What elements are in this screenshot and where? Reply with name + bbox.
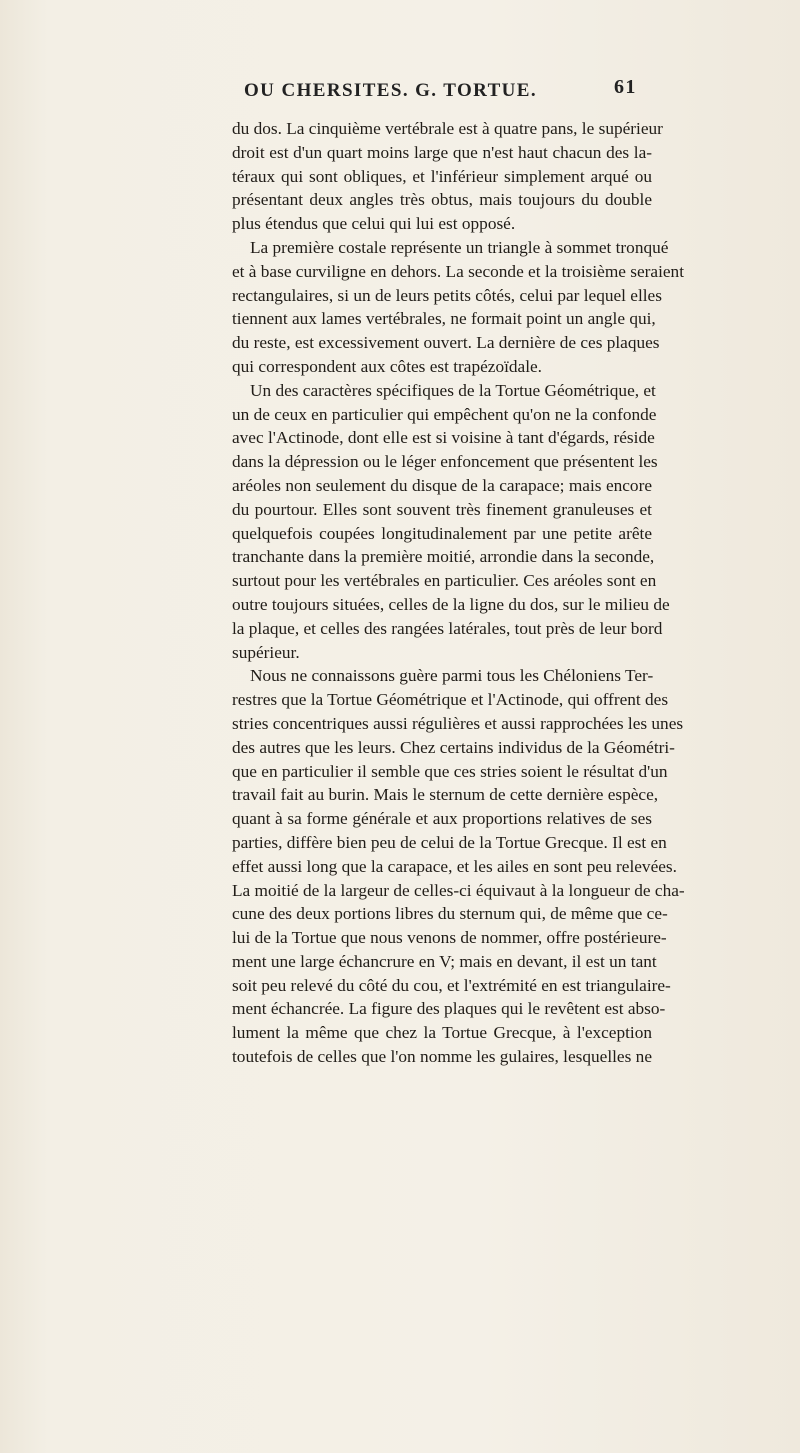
text-line: Nous ne connaissons guère parmi tous les Chéloniens Ter- bbox=[250, 666, 654, 686]
paragraph bbox=[232, 664, 685, 1069]
text-line: La première costale représente un triangle à sommet tronqué bbox=[250, 237, 669, 257]
page-number: 61 bbox=[614, 76, 637, 98]
paragraph bbox=[232, 117, 663, 236]
paragraph bbox=[232, 236, 685, 379]
text-line: effet aussi long que la carapace, et les ailes en sont peu relevées. bbox=[232, 856, 677, 876]
paragraph bbox=[232, 379, 670, 665]
text-line: tranchante dans la première moitié, arrondie dans la seconde, bbox=[232, 547, 655, 567]
text-line: des autres que les leurs. Chez certains individus de la Géométri- bbox=[232, 737, 675, 757]
text-line: cune des deux portions libres du sternum qui, de même que ce- bbox=[232, 904, 668, 924]
text-line: avec l'Actinode, dont elle est si voisine à tant d'égards, réside bbox=[232, 428, 655, 448]
text-line: ment échancrée. La figure des plaques qui le revêtent est abso- bbox=[232, 999, 666, 1019]
text-line: que en particulier il semble que ces stries soient le résultat d'un bbox=[232, 761, 668, 781]
text-line: du pourtour. Elles sont souvent très finement granuleuses et bbox=[232, 499, 652, 519]
text-line: outre toujours situées, celles de la ligne du dos, sur le milieu de bbox=[232, 594, 670, 614]
text-line: La moitié de la largeur de celles-ci équivaut à la longueur de cha- bbox=[232, 880, 685, 900]
body-text bbox=[232, 117, 685, 1069]
text-line: stries concentriques aussi régulières et aussi rapprochées les unes bbox=[232, 713, 684, 733]
text-line: téraux qui sont obliques, et l'inférieur simplement arqué ou bbox=[232, 166, 652, 186]
text-line: restres que la Tortue Géométrique et l'Actinode, qui offrent des bbox=[232, 690, 669, 710]
text-line: soit peu relevé du côté du cou, et l'extrémité en est triangulaire- bbox=[232, 975, 671, 995]
text-line: travail fait au burin. Mais le sternum de cette dernière espèce, bbox=[232, 785, 659, 805]
text-line: lui de la Tortue que nous venons de nommer, offre postérieure- bbox=[232, 928, 667, 948]
text-line: ment une large échancrure en V; mais en devant, il est un tant bbox=[232, 951, 657, 971]
running-header bbox=[0, 76, 800, 110]
text-line: quant à sa forme générale et aux proportions relatives de ses bbox=[232, 809, 652, 829]
text-line: quelquefois coupées longitudinalement par une petite arête bbox=[232, 523, 652, 543]
text-line: surtout pour les vertébrales en particulier. Ces aréoles sont en bbox=[232, 571, 657, 591]
text-line: aréoles non seulement du disque de la carapace; mais encore bbox=[232, 475, 652, 495]
text-line: parties, diffère bien peu de celui de la Tortue Grecque. Il est en bbox=[232, 832, 667, 852]
text-line: du dos. La cinquième vertébrale est à quatre pans, le supérieur bbox=[232, 119, 663, 138]
text-line: supérieur. bbox=[232, 642, 300, 662]
text-line: tiennent aux lames vertébrales, ne formait point un angle qui, bbox=[232, 309, 656, 329]
text-line: un de ceux en particulier qui empêchent qu'on ne la confonde bbox=[232, 404, 657, 424]
text-line: toutefois de celles que l'on nomme les gulaires, lesquelles ne bbox=[232, 1047, 652, 1067]
text-line: qui correspondent aux côtes est trapézoïdale. bbox=[232, 356, 542, 376]
text-line: présentant deux angles très obtus, mais toujours du double bbox=[232, 190, 652, 210]
text-line: la plaque, et celles des rangées latérales, tout près de leur bord bbox=[232, 618, 663, 638]
text-line: rectangulaires, si un de leurs petits côtés, celui par lequel elles bbox=[232, 285, 662, 305]
running-title: OU CHERSITES. G. TORTUE. bbox=[244, 80, 538, 101]
text-line: dans la dépression ou le léger enfoncement que présentent les bbox=[232, 452, 658, 472]
text-line: droit est d'un quart moins large que n'est haut chacun des la- bbox=[232, 142, 652, 162]
text-line: et à base curviligne en dehors. La seconde et la troisième seraient bbox=[232, 261, 685, 281]
text-line: Un des caractères spécifiques de la Tortue Géométrique, et bbox=[250, 380, 656, 400]
text-line: lument la même que chez la Tortue Grecque, à l'exception bbox=[232, 1023, 652, 1043]
text-line: du reste, est excessivement ouvert. La dernière de ces plaques bbox=[232, 333, 660, 353]
text-line: plus étendus que celui qui lui est opposé. bbox=[232, 214, 516, 234]
